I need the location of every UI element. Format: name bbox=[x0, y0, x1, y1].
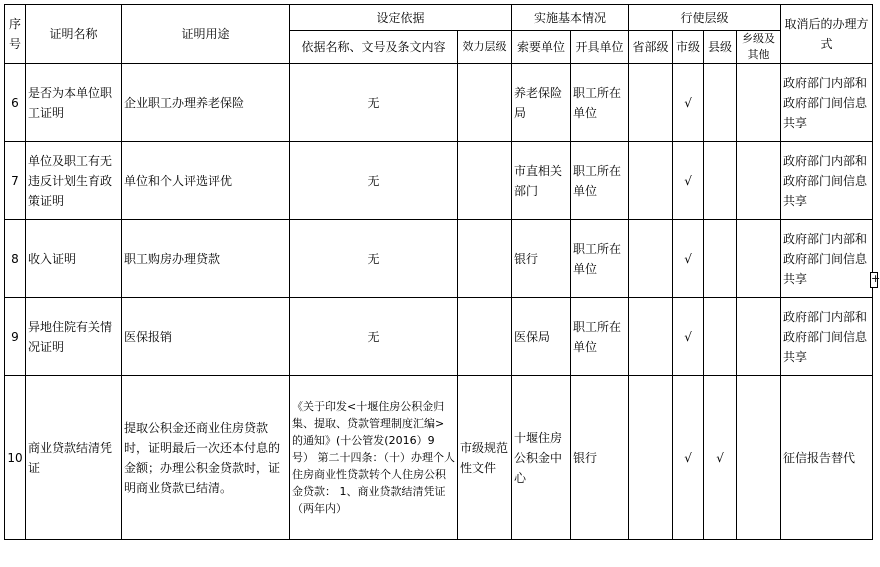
cell-province bbox=[629, 220, 673, 298]
cell-issuer: 银行 bbox=[571, 376, 629, 540]
cell-requester: 养老保险局 bbox=[512, 64, 571, 142]
header-city: 市级 bbox=[673, 31, 704, 64]
cell-province bbox=[629, 142, 673, 220]
header-impl-group: 实施基本情况 bbox=[512, 5, 629, 31]
cell-name: 是否为本单位职工证明 bbox=[26, 64, 122, 142]
cell-basis: 无 bbox=[290, 220, 458, 298]
header-seq: 序号 bbox=[5, 5, 26, 64]
header-purpose: 证明用途 bbox=[122, 5, 290, 64]
cell-issuer: 职工所在单位 bbox=[571, 220, 629, 298]
cell-township bbox=[737, 220, 781, 298]
cell-basis: 无 bbox=[290, 142, 458, 220]
cell-province bbox=[629, 376, 673, 540]
header-township: 乡级及其他 bbox=[737, 31, 781, 64]
cell-purpose: 企业职工办理养老保险 bbox=[122, 64, 290, 142]
cell-name: 异地住院有关情况证明 bbox=[26, 298, 122, 376]
cell-seq: 6 bbox=[5, 64, 26, 142]
cell-issuer: 职工所在单位 bbox=[571, 64, 629, 142]
cell-county bbox=[704, 298, 737, 376]
cell-effect bbox=[458, 64, 512, 142]
cell-township bbox=[737, 298, 781, 376]
cell-basis: 无 bbox=[290, 64, 458, 142]
cell-issuer: 职工所在单位 bbox=[571, 298, 629, 376]
cell-handling: 征信报告替代 bbox=[781, 376, 873, 540]
header-handling: 取消后的办理方式 bbox=[781, 5, 873, 64]
header-province: 省部级 bbox=[629, 31, 673, 64]
header-level-group: 行使层级 bbox=[629, 5, 781, 31]
table-row bbox=[5, 64, 873, 142]
cell-county bbox=[704, 220, 737, 298]
cell-township bbox=[737, 376, 781, 540]
cell-requester: 市直相关部门 bbox=[512, 142, 571, 220]
cell-county bbox=[704, 64, 737, 142]
cell-purpose: 医保报销 bbox=[122, 298, 290, 376]
cell-township bbox=[737, 142, 781, 220]
cell-county-check: √ bbox=[704, 376, 737, 540]
cell-issuer: 职工所在单位 bbox=[571, 142, 629, 220]
header-name: 证明名称 bbox=[26, 5, 122, 64]
cell-seq: 7 bbox=[5, 142, 26, 220]
cell-name: 单位及职工有无违反计划生育政策证明 bbox=[26, 142, 122, 220]
header-issuer: 开具单位 bbox=[571, 31, 629, 64]
cell-seq: 10 bbox=[5, 376, 26, 540]
header-row-1 bbox=[5, 5, 873, 31]
table-resize-handle[interactable]: + bbox=[870, 272, 878, 288]
cell-city-check: √ bbox=[673, 142, 704, 220]
cell-city-check: √ bbox=[673, 298, 704, 376]
header-county: 县级 bbox=[704, 31, 737, 64]
cell-city-check: √ bbox=[673, 64, 704, 142]
cell-requester: 医保局 bbox=[512, 298, 571, 376]
cell-basis: 无 bbox=[290, 298, 458, 376]
cell-seq: 9 bbox=[5, 298, 26, 376]
cell-effect bbox=[458, 220, 512, 298]
cell-basis: 《关于印发<十堰住房公积金归集、提取、贷款管理制度汇编>的通知》(十公管发(2016）9号） 第二十四条：（十）办理个人住房商业性贷款转个人住房公积金贷款： 1、商业贷款结清凭证（两年内） bbox=[290, 376, 458, 540]
cell-effect bbox=[458, 142, 512, 220]
cell-effect: 市级规范性文件 bbox=[458, 376, 512, 540]
cell-handling: 政府部门内部和政府部门间信息共享 bbox=[781, 64, 873, 142]
cell-handling: 政府部门内部和政府部门间信息共享 bbox=[781, 220, 873, 298]
cell-requester: 十堰住房公积金中心 bbox=[512, 376, 571, 540]
cell-handling: 政府部门内部和政府部门间信息共享 bbox=[781, 298, 873, 376]
table-row bbox=[5, 376, 873, 540]
cell-seq: 8 bbox=[5, 220, 26, 298]
cell-requester: 银行 bbox=[512, 220, 571, 298]
cell-province bbox=[629, 64, 673, 142]
header-basis-doc: 依据名称、文号及条文内容 bbox=[290, 31, 458, 64]
table-row bbox=[5, 220, 873, 298]
cell-city-check: √ bbox=[673, 220, 704, 298]
table-row bbox=[5, 298, 873, 376]
cell-purpose: 职工购房办理贷款 bbox=[122, 220, 290, 298]
cell-handling: 政府部门内部和政府部门间信息共享 bbox=[781, 142, 873, 220]
header-basis-group: 设定依据 bbox=[290, 5, 512, 31]
table-row bbox=[5, 142, 873, 220]
header-requester: 索要单位 bbox=[512, 31, 571, 64]
certificate-table bbox=[4, 4, 873, 540]
cell-county bbox=[704, 142, 737, 220]
cell-effect bbox=[458, 298, 512, 376]
cell-township bbox=[737, 64, 781, 142]
cell-name: 收入证明 bbox=[26, 220, 122, 298]
cell-province bbox=[629, 298, 673, 376]
cell-name: 商业贷款结清凭证 bbox=[26, 376, 122, 540]
cell-purpose: 单位和个人评选评优 bbox=[122, 142, 290, 220]
cell-city-check: √ bbox=[673, 376, 704, 540]
header-effect-level: 效力层级 bbox=[458, 31, 512, 64]
cell-purpose: 提取公积金还商业住房贷款时，证明最后一次还本付息的金额；办理公积金贷款时，证明商业贷款已结清。 bbox=[122, 376, 290, 540]
